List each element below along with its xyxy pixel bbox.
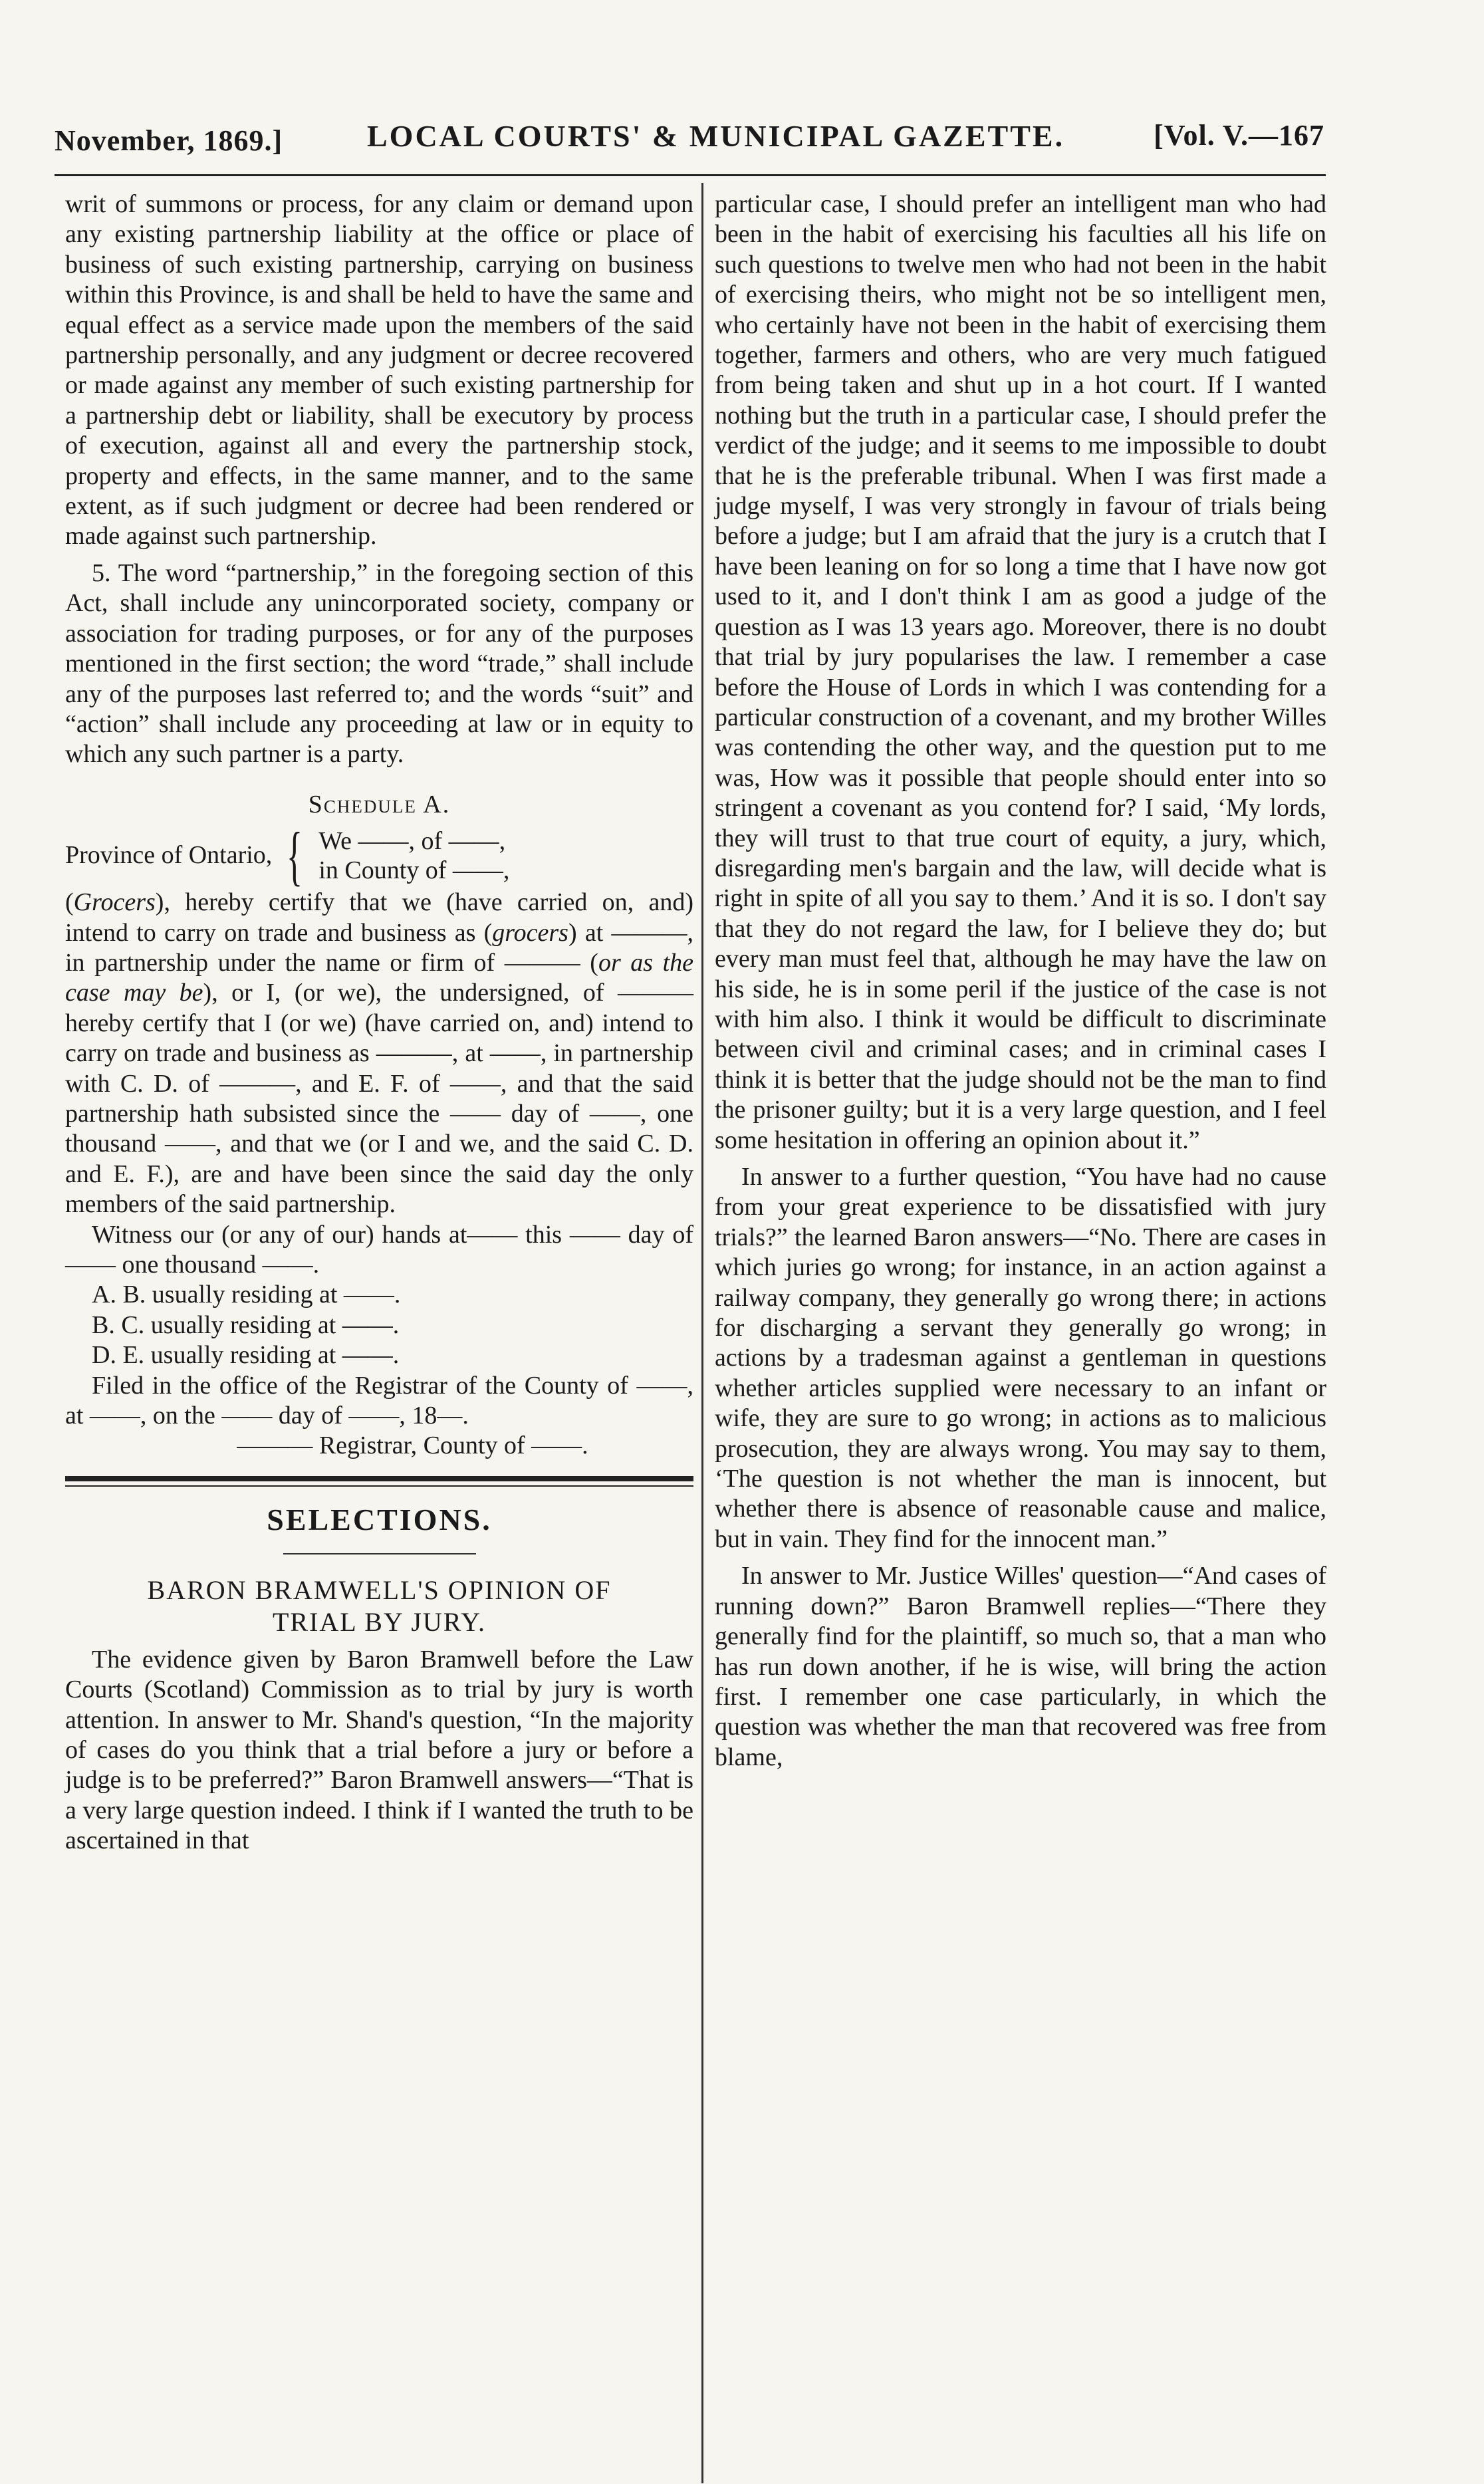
registrar-line: ——— Registrar, County of ——. bbox=[237, 1431, 588, 1460]
schedule-case-may: or as the case may be bbox=[65, 948, 694, 1007]
province-line-2: in County of ——, bbox=[318, 856, 510, 885]
witness-line: Witness our (or any of our) hands at—— this —— day of —— one thousand ——. bbox=[65, 1220, 693, 1279]
province-block bbox=[65, 818, 693, 893]
left-column bbox=[65, 189, 693, 1856]
article-paragraph-1: The evidence given by Baron Bramwell before the Law Courts (Scotland) Commission as to trial by jury is worth attention. In answer to Mr. Shand's question, “In the majority of cases do you think that a trial before a jury or before a judge is to be preferred?” Baron Bramwell answers—“That is a very large question indeed. I think if I wanted the truth to be ascertained in that bbox=[65, 1645, 693, 1855]
schedule-text-b: ), hereby certify that we (have carried on, and) intend to carry on trade and business as ( bbox=[65, 888, 693, 947]
residing-line: D. E. usually residing at ——. bbox=[92, 1341, 400, 1370]
province-label: Province of Ontario, bbox=[65, 841, 273, 870]
residing-list bbox=[65, 1280, 693, 1370]
header-date: November, 1869.] bbox=[55, 124, 283, 157]
header-volume: [Vol. V.—167 bbox=[1154, 119, 1324, 152]
filed-line: Filed in the office of the Registrar of the County of ——, at ——, on the —— day of ——, 18—. bbox=[65, 1371, 693, 1430]
schedule-text-c: ) at ———, in partnership under the name or firm of ——— ( bbox=[65, 918, 693, 977]
schedule-form-text bbox=[65, 888, 693, 1219]
section-rule-thin bbox=[65, 1485, 693, 1487]
left-brace: { bbox=[287, 818, 303, 893]
right-column bbox=[715, 189, 1326, 1773]
residing-line: A. B. usually residing at ——. bbox=[92, 1281, 401, 1309]
column-divider bbox=[701, 183, 703, 2483]
statute-paragraph-continued: writ of summons or process, for any claim or demand upon any existing partnership liability at the office or place of business of such existing partnership, carrying on business within this Province, is and shall be held to have the same and equal effect as a service made upon the members of the said partnership personally, and any judgment or decree recovered or made against any member of such existing partnership for a partnership debt or liability, shall be executory by process of execution, against all and every the partnership stock, property and effects, in the same manner, and to the same extent, as if such judgment or decree had been rendered or made against such partnership. bbox=[65, 190, 693, 551]
page-header bbox=[55, 118, 1324, 165]
province-brace-lines bbox=[318, 826, 509, 885]
schedule-heading: Schedule A. bbox=[308, 790, 451, 818]
schedule-text-a: ( bbox=[65, 888, 74, 917]
section-rule-thick bbox=[65, 1476, 693, 1481]
province-line-1: We ——, of ——, bbox=[318, 827, 506, 856]
statute-section-5: 5. The word “partnership,” in the foregoing section of this Act, shall include any unincorporated society, company or association for trading purposes, or for any of the purposes mentioned in the first section; the word “trade,” shall include any of the purposes last referred to; and the words “suit” and “action” shall include any proceeding at law or in equity to which any such partner is a party. bbox=[65, 559, 693, 769]
header-rule bbox=[55, 174, 1326, 176]
schedule-grocers-1: Grocers bbox=[73, 888, 156, 917]
article-paragraph-2: In answer to a further question, “You have had no cause from your great experience to be dissatisfied with jury trials?” the learned Baron answers—“No. There are cases in which juries go wrong; for instance, in an action against a railway company, they generally go wrong there; in actions for discharging a servant they generally go wrong; in actions by a tradesman against a gentleman in questions whether articles supplied were necessary to an infant or wife, they are sure to go wrong; in actions as to malicious prosecution, they are always wrong. You may say to them, ‘The question is not whether the man is innocent, but whether there is absence of reasonable cause and malice, but in vain. They find for the innocent man.” bbox=[715, 1163, 1326, 1553]
schedule-grocers-2: grocers bbox=[492, 918, 568, 947]
article-title-line-1: BARON BRAMWELL'S OPINION OF bbox=[147, 1574, 612, 1605]
article-paragraph-3: In answer to Mr. Justice Willes' question—“And cases of running down?” Baron Bramwell replies—“There they generally find for the plaintiff, so much so, that a man who has run down another, if he is wise, will bring the action first. I remember one case particularly, in which the question was whether the man that recovered was free from blame, bbox=[715, 1562, 1326, 1771]
residing-line: B. C. usually residing at ——. bbox=[92, 1310, 400, 1339]
selections-heading: SELECTIONS. bbox=[267, 1502, 492, 1537]
header-title: LOCAL COURTS' & MUNICIPAL GAZETTE. bbox=[367, 119, 1065, 153]
article-title-line-2: TRIAL BY JURY. bbox=[272, 1606, 486, 1637]
selections-rule bbox=[283, 1553, 476, 1554]
schedule-text-d: ), or I, (or we), the undersigned, of ——— hereby certify that I (or we) (have carried on, and) intend to carry on trade and business as ———, at ——, in partnership with C. D. of ———, and E. F. of ——, and that the said partnership hath subsisted since the —— day of ——, one thousand ——, and that we (or I and we, and the said C. D. and E. F.), are and have been since the said day the only members of the said partnership. bbox=[65, 979, 693, 1219]
article-paragraph-continued: particular case, I should prefer an intelligent man who had been in the habit of exercising his faculties all his life on such questions to twelve men who had not been in the habit of exercising theirs, who might not be so intelligent men, who certainly have not been in the habit of exercising them together, farmers and others, who are very much fatigued from being taken and shut up in a hot court. If I wanted nothing but the truth in a particular case, I should prefer the verdict of the judge; and it seems to me impossible to doubt that he is the preferable tribunal. When I was first made a judge myself, I was very strongly in favour of trials being before a judge; but I am afraid that the jury is a crutch that I have been leaning on for so long a time that I have now got used to it, and I don't think I am as good a judge of the question as I was 13 years ago. Moreover, there is no doubt that trial by jury popularises the law. I remember a case before the House of Lords in which I was contending for a particular construction of a covenant, and my brother Willes was contending the other way, and the question put to me was, How was it possible that people should enter into so stringent a covenant as you contend for? I said, ‘My lords, they will trust to that true court of equity, a jury, which, disregarding men's bargain and the law, will decide what is right in spite of all you say to them.’ And it is so. I don't say that they do not regard the law, for I believe they do; but every man must feel that, although he may have the law on his side, he is in some peril if the justice of the case is not with him also. I think it would be difficult to discriminate between civil and criminal cases; and in criminal cases I think it is better that the judge should not be the man to find the prisoner guilty; but it is a very large question, and I feel some hesitation in offering an opinion about it.” bbox=[715, 190, 1326, 1154]
